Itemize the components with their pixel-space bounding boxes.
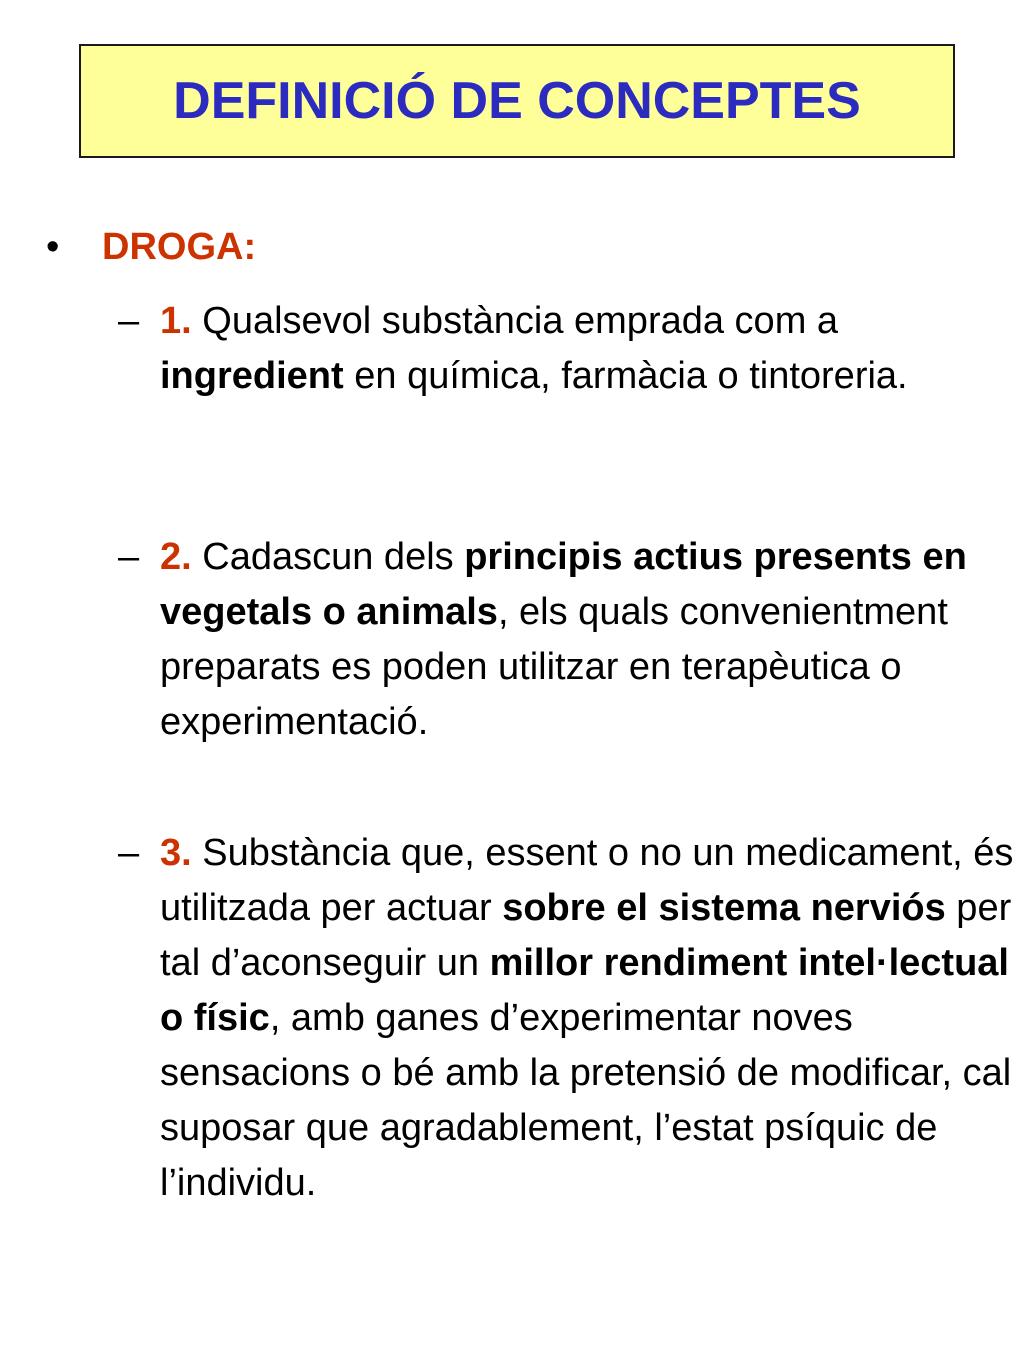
definition-number: 2. xyxy=(160,536,192,578)
title-box xyxy=(79,44,955,158)
text-segment: per tal d’aconseguir un xyxy=(160,887,1012,984)
dash-marker: – xyxy=(118,300,140,342)
definition-text xyxy=(160,826,1018,1211)
emphasis-segment: sobre el sistema nerviós xyxy=(502,887,946,929)
text-segment: Cadascun dels xyxy=(191,536,465,578)
emphasis-segment: ingredient xyxy=(160,355,344,397)
dash-marker: – xyxy=(118,536,140,578)
dash-marker: – xyxy=(118,832,140,874)
text-segment: Substància que, essent o no un medicament, és utilitzada per actuar xyxy=(160,832,1014,929)
emphasis-segment: principis actius presents en vegetals o animals xyxy=(160,536,967,633)
bullet-dot-icon: • xyxy=(46,226,60,268)
definition-text xyxy=(160,294,1018,404)
definition-item-1 xyxy=(118,294,1018,404)
emphasis-segment: millor rendiment intel·lectual o físic xyxy=(160,942,1009,1039)
bullet-label: DROGA: xyxy=(102,226,257,268)
text-segment: en química, farmàcia o tintoreria. xyxy=(343,355,908,397)
text-segment: , amb ganes d’experimentar noves sensacions o bé amb la pretensió de modificar, cal suposar que agradablement, l’estat psíquic de l’individu. xyxy=(160,997,1012,1204)
definition-number: 1. xyxy=(160,300,192,342)
slide-title: DEFINICIÓ DE CONCEPTES xyxy=(173,72,861,130)
definition-number: 3. xyxy=(160,832,192,874)
definition-text xyxy=(160,530,1018,750)
bullet-droga xyxy=(46,226,256,269)
text-segment: , els quals convenientment preparats es poden utilitzar en terapèutica o experimentació. xyxy=(160,591,948,743)
definition-item-2 xyxy=(118,530,1018,750)
definition-item-3 xyxy=(118,826,1018,1211)
text-segment: Qualsevol substància emprada com a xyxy=(191,300,839,342)
